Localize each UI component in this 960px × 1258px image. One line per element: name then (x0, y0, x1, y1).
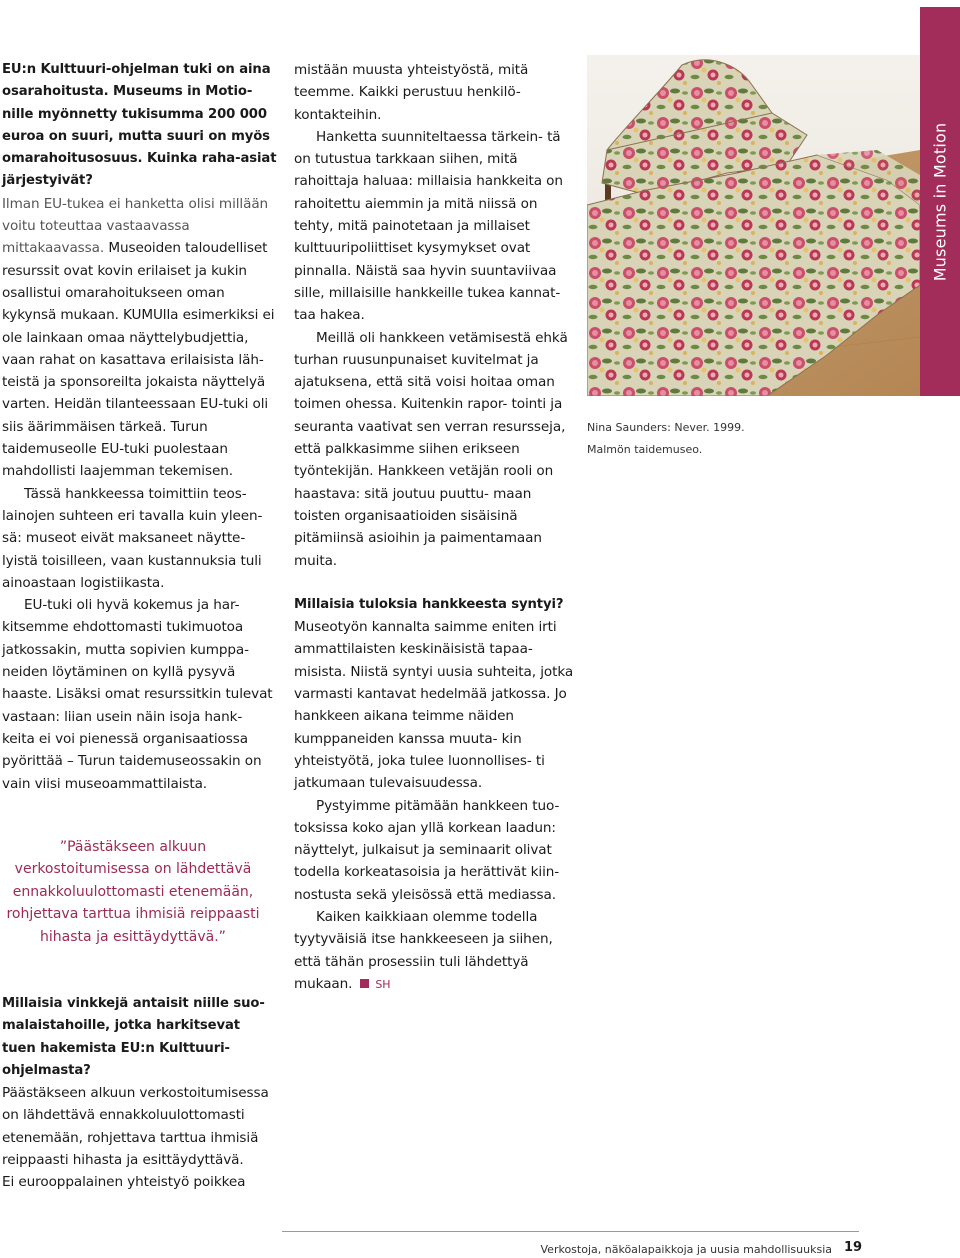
intro-answer (2, 193, 278, 483)
left-paragraph-3: EU-tuki oli hyvä kokemus ja har- kitsemme ehdottomasti tukimuotoa jatkossakin, mutta sopivien kumppa- neiden löytäminen on kyllä pysyvä haaste. Lisäksi omat resurssitkin tulevat vastaan: liian usein näin isoja hank- keita ei voi pienessä organisaatiossa pyörittää – Turun taidemuseossakin on vain viisi museoammattilaista. (2, 597, 273, 792)
mid-paragraph-1: mistään muusta yhteistyöstä, mitä teemme. Kaikki perustuu henkilö- kontakteihin. (294, 62, 529, 123)
author-initials: SH (375, 977, 391, 991)
intro-answer-rest: Museoiden taloudelliset resurssit ovat kovin erilaiset ja kukin osallistui omarahoitukseen oman kykynsä mukaan. KUMUlla esimerkiksi ei ole lainkaan omaa näyttelybudjettia, vaan rahat on kasattava erilaisista läh- teistä ja sponsoreilta jokaista näyttelyä varten. Heidän tilanteessaan EU-tuki oli siis äärimmäisen tärkeä. Turun taidemuseolle EU-tuki puolestaan mahdollisti laajemman tekemisen. (2, 240, 275, 480)
photo-caption (587, 417, 837, 461)
end-mark-icon (360, 979, 369, 988)
left-column-bottom (2, 993, 278, 1194)
mid-paragraph-3: Meillä oli hankkeen vetämisestä ehkä turhan ruusunpunaiset kuvitelmat ja ajatuksena, että sitä voisi hoitaa oman toimen ohessa. Kuitenkin rapor- tointi ja seuranta vaativat sen verran resursseja, että palkkasimme siihen erikseen työntekijän. Hankkeen vetäjän rooli on haastava: sitä joutuu puuttu- maan toisten organisaatioiden sisäisinä pitämiinsä asioihin ja paimentamaan muita. (294, 329, 568, 569)
intro-answer-lead: Ilman EU-tukea ei hanketta olisi millään voitu toteuttaa vastaavassa mittakaavassa. (2, 195, 269, 257)
page-number: 19 (844, 1240, 863, 1255)
left-column (2, 59, 278, 795)
closing-text: Kaiken kaikkiaan olemme todella tyytyväisiä itse hankkeeseen ja siihen, että tähän prosessiin tuli lähdettyä mukaan. (294, 908, 553, 992)
mid-paragraph-4: Museotyön kannalta saimme eniten irti ammattilaisten keskinäisistä tapaa- misista. Niistä syntyi uusia suhteita, jotka varmasti kantavat hedelmää jatkossa. Jo hankkeen aikana teimme näiden kumppaneiden kanssa muuta- kin yhteistyötä, joka tulee luonnollises- ti jatkumaan tulevaisuudessa. (294, 619, 574, 792)
results-question: Millaisia tuloksia hankkeesta syntyi? (294, 596, 564, 612)
tips-question: Millaisia vinkkejä antaisit niille suo- malaistahoille, jotka harkitsevat tuen hakemista EU:n Kulttuuri-ohjelmasta? (2, 996, 265, 1078)
mid-paragraph-2: Hanketta suunniteltaessa tärkein- tä on tutustua tarkkaan siihen, mitä rahoittaja haluaa: millaisia hankkeita on rahoitettu aiemmin ja mitä niissä on tehty, mitä painotetaan ja millaiset kulttuuripoliittiset kysymykset ovat pinnalla. Näistä saa hyvin suuntaviivaa sille, millaisille hankkeille tukea kannat- taa hakea. (294, 128, 563, 324)
section-tab-label: Museums in Motion (930, 122, 950, 281)
middle-column (294, 59, 574, 996)
footer-divider (282, 1231, 859, 1232)
tips-answer: Päästäkseen alkuun verkostoitumisessa on lähdettävä ennakkoluulottomasti etenemään, rohjettava tarttua ihmisiä reippaasti hihasta ja esittäydyttävä. (2, 1085, 269, 1169)
running-title: Verkostoja, näköalapaikkoja ja uusia mahdollisuuksia (540, 1243, 832, 1256)
mid-paragraph-6 (294, 906, 574, 996)
caption-line-1: Nina Saunders: Never. 1999. (587, 421, 745, 434)
floral-sofa-image (587, 55, 920, 396)
artwork-photo (587, 55, 920, 396)
intro-question: EU:n Kulttuuri-ohjelman tuki on aina osarahoitusta. Museums in Motio- nille myönnetty tukisumma 200 000 euroa on suuri, mutta suuri on myös omarahoitusosuus. Kuinka raha-asiat järjestyivät? (2, 62, 277, 189)
left-paragraph-2: Tässä hankkeessa toimittiin teos- lainojen suhteen eri tavalla kuin yleen- sä: museot eivät maksaneet näytte- lyistä toisilleen, vaan kustannuksia tuli ainoastaan logistiikasta. (2, 485, 263, 591)
tips-answer-continued: Ei eurooppalainen yhteistyö poikkea (2, 1174, 246, 1191)
caption-line-2: Malmön taidemuseo. (587, 443, 703, 456)
mid-paragraph-5: Pystyimme pitämään hankkeen tuo- toksissa koko ajan yllä korkean laadun: näyttelyt, julkaisut ja seminaarit olivat todella korkeatasoisia ja herättivät kiin- nostusta sekä yleisössä että mediassa. (294, 797, 560, 903)
section-tab (920, 7, 960, 396)
pull-quote: ”Päästäkseen alkuun verkostoitumisessa on lähdettävä ennakkoluulottomasti etenemään, rohjettava tarttua ihmisiä reippaasti hihasta ja esittäydyttävä.” (6, 839, 260, 945)
